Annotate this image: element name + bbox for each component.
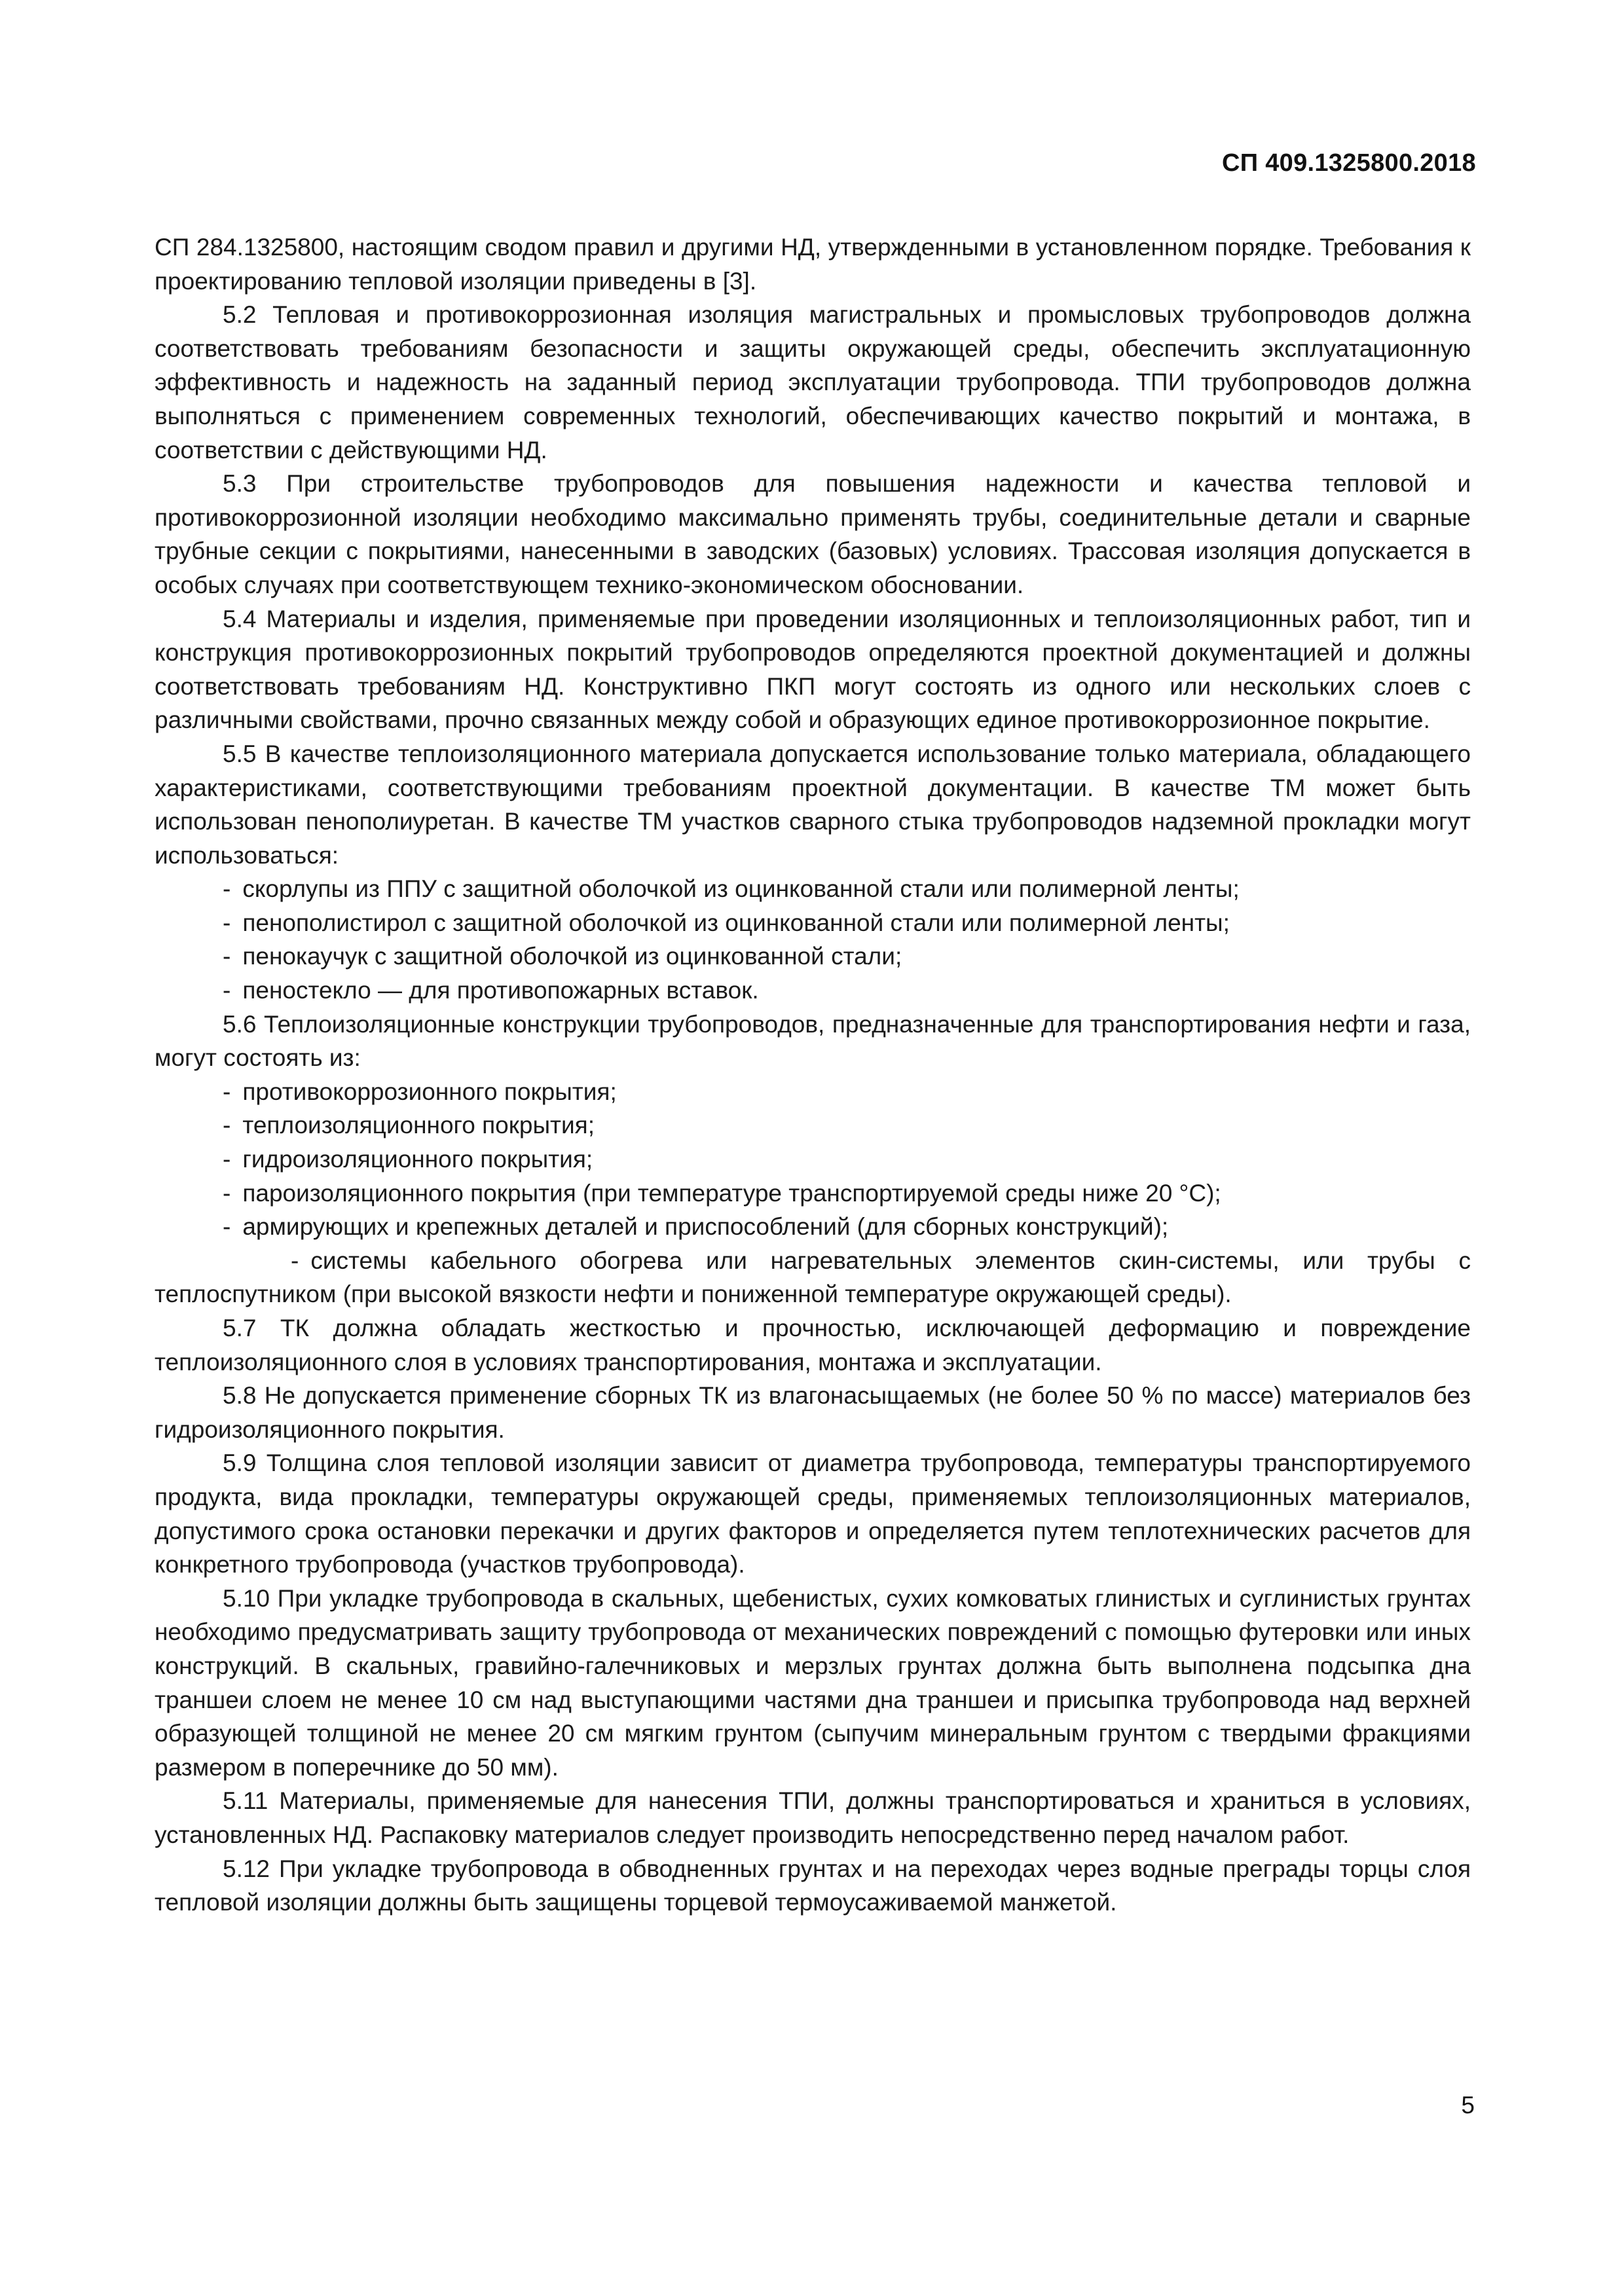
list-item (155, 872, 1471, 906)
list-item (155, 939, 1471, 974)
paragraph-text: теплоизоляционного покрытия; (242, 1112, 595, 1139)
paragraph (155, 1852, 1471, 1920)
paragraph-text: СП 284.1325800, настоящим сводом правил и другими НД, утвержденными в установленном порядке. Требования к проектированию тепловой изоляции приведены в [3]. (155, 234, 1471, 295)
paragraph (155, 602, 1471, 737)
body-text (155, 230, 1471, 1920)
paragraph-text: 5.11 Материалы, применяемые для нанесения ТПИ, должны транспортироваться и храниться в условиях, установленных НД. Распаковку материалов следует производить непосредственно перед началом работ. (155, 1787, 1471, 1848)
paragraph-text: 5.7 ТК должна обладать жесткостью и прочностью, исключающей деформацию и повреждение теплоизоляционного слоя в условиях транспортирования, монтажа и эксплуатации. (155, 1315, 1471, 1376)
list-dash: - (223, 1078, 231, 1105)
list-item (155, 906, 1471, 940)
paragraph (155, 1379, 1471, 1446)
paragraph-text: скорлупы из ППУ с защитной оболочкой из оцинкованной стали или полимерной ленты; (242, 875, 1240, 903)
paragraph-text: пенокаучук с защитной оболочкой из оцинкованной стали; (242, 943, 902, 970)
paragraph-text: пароизоляционного покрытия (при температуре транспортируемой среды ниже 20 °С); (242, 1179, 1221, 1207)
paragraph-text: противокоррозионного покрытия; (242, 1078, 617, 1105)
list-item (155, 1142, 1471, 1176)
paragraph-text: 5.10 При укладке трубопровода в скальных, щебенистых, сухих комковатых глинистых и суглинистых грунтах необходимо предусматривать защиту трубопровода от механических повреждений с помощью футеровки или иных конструкций. В скальных, гравийно-галечниковых и мерзлых грунтах должна быть выполнена подсыпка дна траншеи слоем не менее 10 см над выступающими частями дна траншеи и присыпка трубопровода над верхней образующей толщиной не менее 20 см мягким грунтом (сыпучим минеральным грунтом с твердыми фракциями размером в поперечнике до 50 мм). (155, 1584, 1471, 1781)
list-dash: - (223, 1112, 231, 1139)
paragraph (155, 467, 1471, 602)
paragraph (155, 1784, 1471, 1851)
paragraph-text: 5.8 Не допускается применение сборных ТК из влагонасыщаемых (не более 50 % по массе) материалов без гидроизоляционного покрытия. (155, 1382, 1471, 1443)
list-item (155, 1244, 1471, 1311)
list-dash: - (223, 1179, 231, 1207)
paragraph (155, 298, 1471, 467)
paragraph-text: 5.5 В качестве теплоизоляционного материала допускается использование только материала, обладающего характеристиками, соответствующими требованиям проектной документации. В качестве ТМ может быть использован пенополиуретан. В качестве ТМ участков сварного стыка трубопроводов надземной прокладки могут использоваться: (155, 740, 1471, 869)
list-dash: - (223, 1213, 231, 1241)
paragraph-text: армирующих и крепежных деталей и приспособлений (для сборных конструкций); (242, 1213, 1169, 1241)
paragraph (155, 1582, 1471, 1785)
page-number: 5 (1461, 2092, 1475, 2119)
paragraph-text: 5.9 Толщина слоя тепловой изоляции зависит от диаметра трубопровода, температуры транспортируемого продукта, вида прокладки, температуры окружающей среды, применяемых теплоизоляционных материалов, допустимого срока остановки перекачки и других факторов и определяется путем теплотехнических расчетов для конкретного трубопровода (участков трубопровода). (155, 1449, 1471, 1578)
paragraph-text: пеностекло — для противопожарных вставок. (242, 977, 759, 1004)
list-dash: - (223, 909, 231, 936)
paragraph-text: пенополистирол с защитной оболочкой из оцинкованной стали или полимерной ленты; (242, 909, 1230, 936)
list-item (155, 1176, 1471, 1211)
document-code: СП 409.1325800.2018 (1221, 149, 1476, 177)
paragraph-text: 5.6 Теплоизоляционные конструкции трубопроводов, предназначенные для транспортирования нефти и газа, могут состоять из: (155, 1010, 1471, 1072)
paragraph-text: 5.12 При укладке трубопровода в обводненных грунтах и на переходах через водные преграды торцы слоя тепловой изоляции должны быть защищены торцевой термоусаживаемой манжетой. (155, 1855, 1471, 1916)
list-item (155, 974, 1471, 1008)
list-dash: - (291, 1247, 299, 1274)
paragraph-text: 5.3 При строительстве трубопроводов для повышения надежности и качества тепловой и противокоррозионной изоляции необходимо максимально применять трубы, соединительные детали и сварные трубные секции с покрытиями, нанесенными в заводских (базовых) условиях. Трассовая изоляция допускается в особых случаях при соответствующем технико-экономическом обосновании. (155, 470, 1471, 598)
paragraph (155, 1311, 1471, 1379)
paragraph (155, 1446, 1471, 1581)
paragraph-text: системы кабельного обогрева или нагревательных элементов скин-системы, или трубы с теплоспутником (при высокой вязкости нефти и пониженной температуре окружающей среды). (155, 1247, 1471, 1308)
list-item (155, 1210, 1471, 1244)
paragraph (155, 1008, 1471, 1075)
paragraph (155, 737, 1471, 872)
list-dash: - (223, 943, 231, 970)
list-item (155, 1075, 1471, 1109)
list-dash: - (223, 1146, 231, 1173)
list-item (155, 1108, 1471, 1142)
paragraph-text: гидроизоляционного покрытия; (242, 1146, 593, 1173)
paragraph-text: 5.4 Материалы и изделия, применяемые при проведении изоляционных и теплоизоляционных работ, тип и конструкция противокоррозионных покрытий трубопроводов определяются проектной документацией и должны соответствовать требованиям НД. Конструктивно ПКП могут состоять из одного или нескольких слоев с различными свойствами, прочно связанных между собой и образующих единое противокоррозионное покрытие. (155, 605, 1471, 734)
list-dash: - (223, 977, 231, 1004)
list-dash: - (223, 875, 231, 903)
paragraph-text: 5.2 Тепловая и противокоррозионная изоляция магистральных и промысловых трубопроводов должна соответствовать требованиям безопасности и защиты окружающей среды, обеспечить эксплуатационную эффективность и надежность на заданный период эксплуатации трубопровода. ТПИ трубопроводов должна выполняться с применением современных технологий, обеспечивающих качество покрытий и монтажа, в соответствии с действующими НД. (155, 301, 1471, 464)
paragraph-continuation (155, 230, 1471, 298)
